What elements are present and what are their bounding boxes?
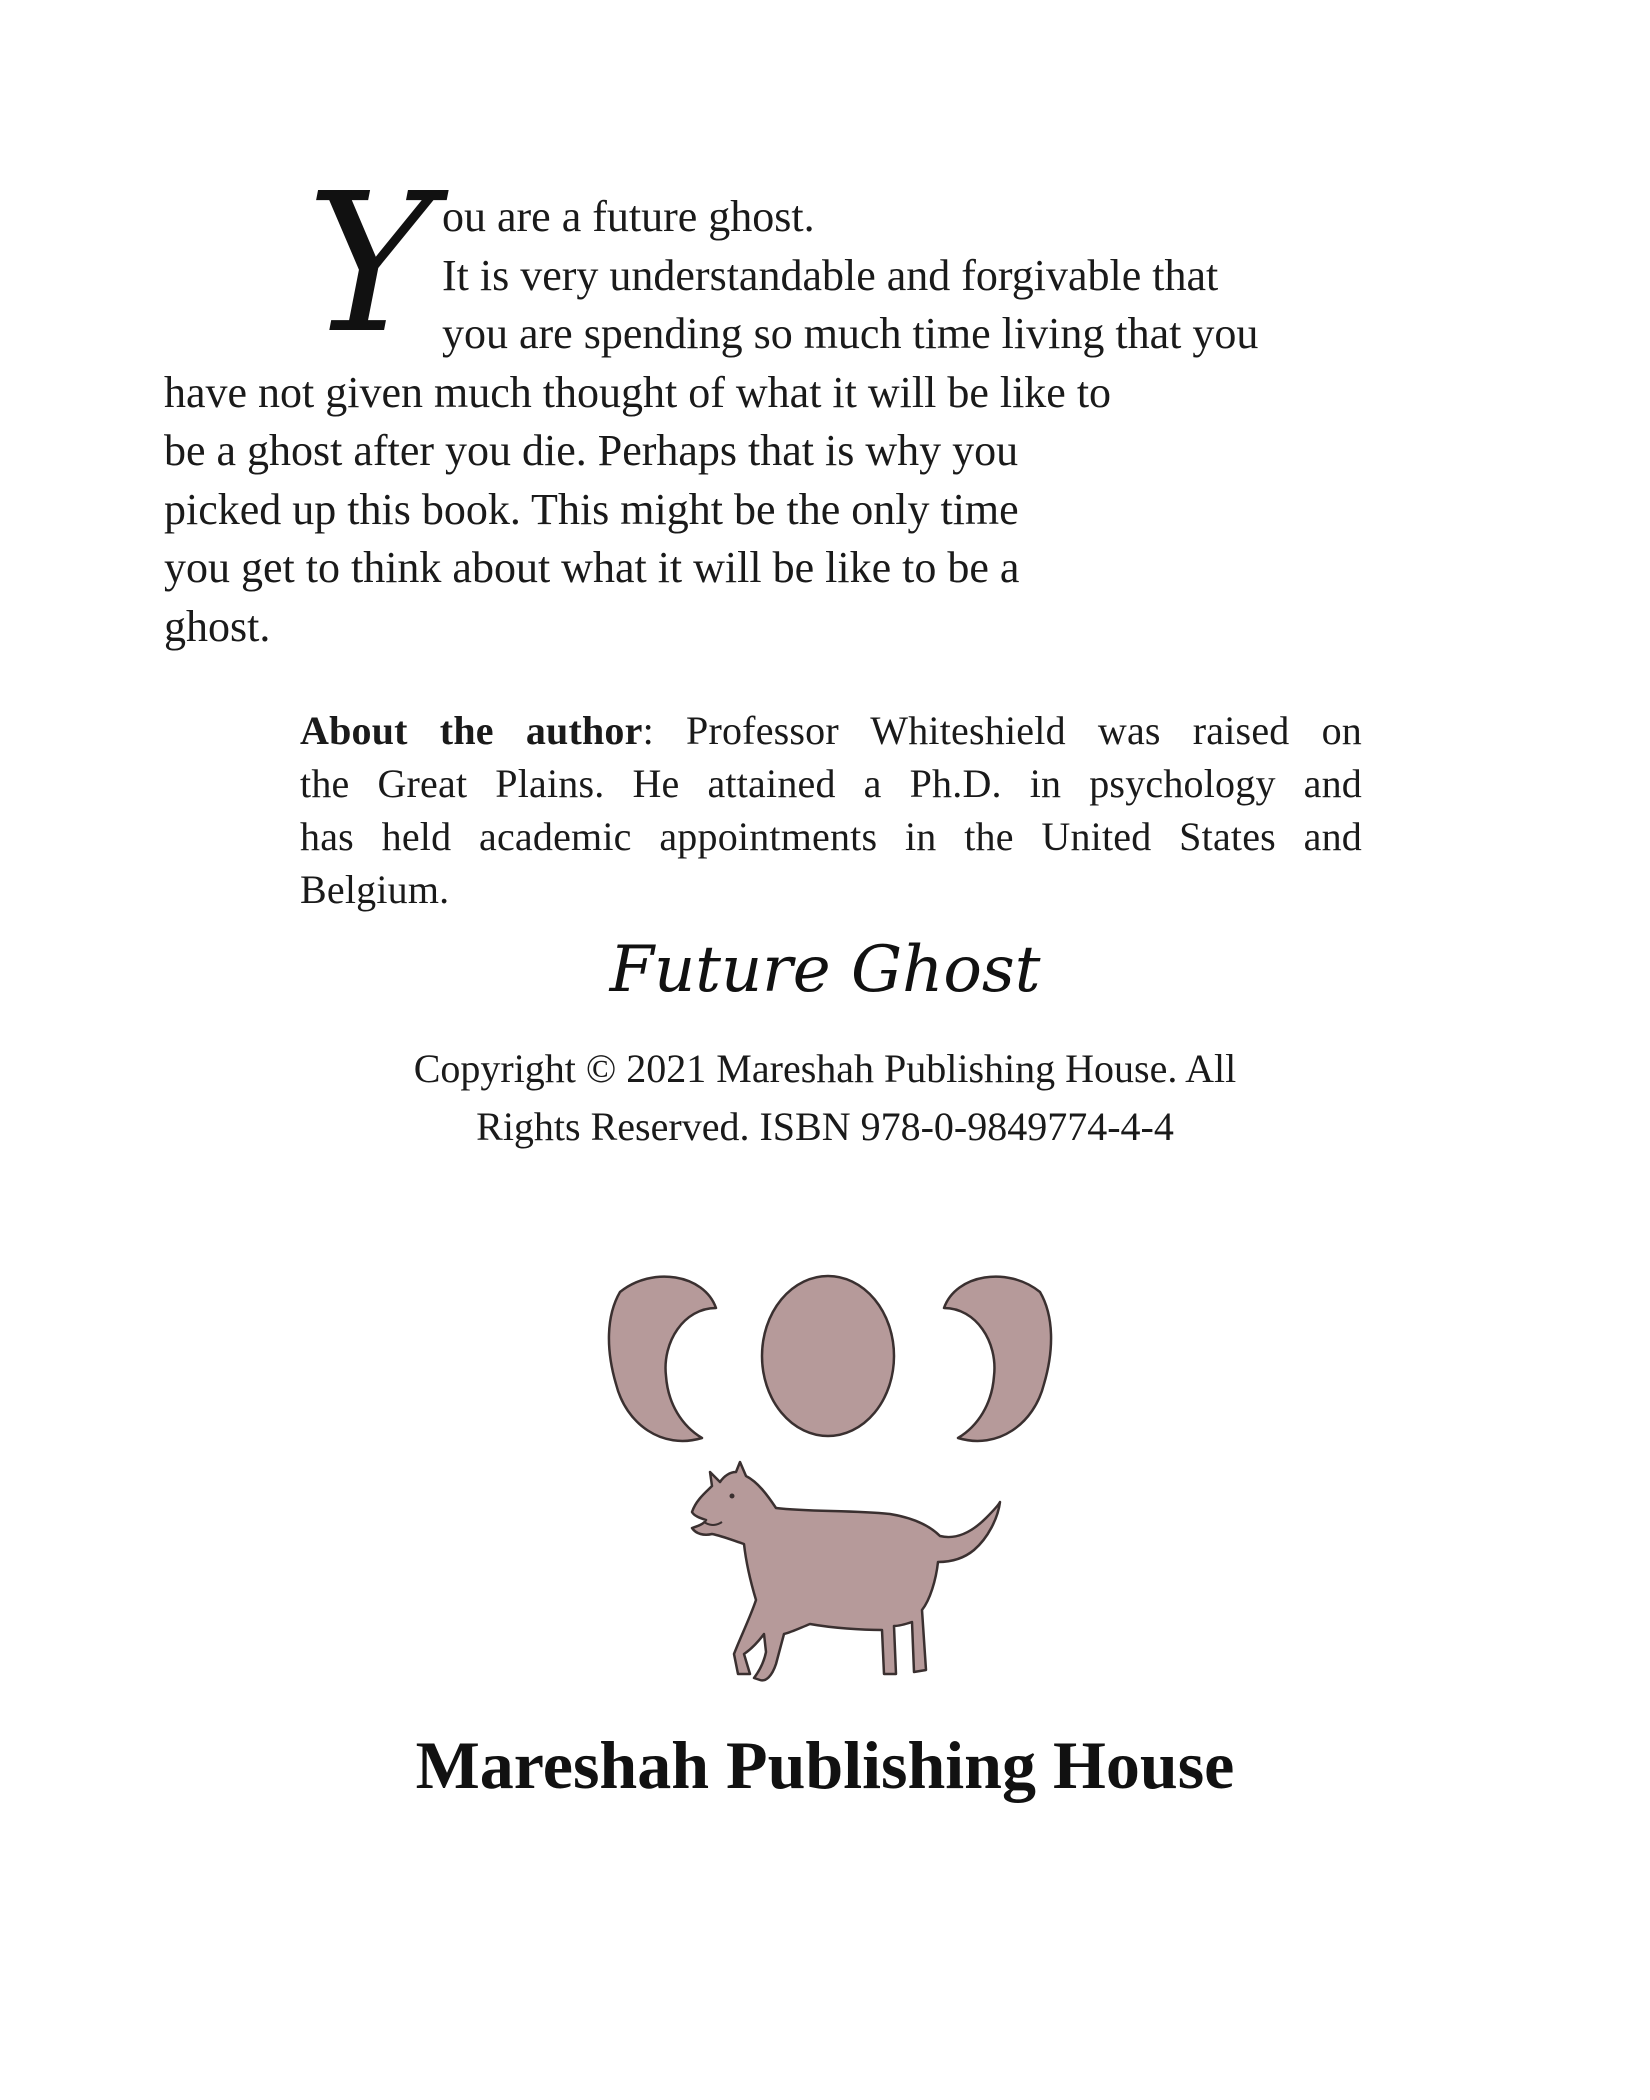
intro-line: be a ghost after you die. Perhaps that is why you — [164, 426, 1019, 475]
drop-cap: Y — [306, 153, 434, 376]
about-label: About the author — [300, 708, 643, 753]
intro-line: you are spending so much time living that you — [442, 309, 1259, 358]
intro-line: ghost. — [164, 601, 271, 651]
publisher-logo — [600, 1250, 1060, 1710]
book-title: Future Ghost — [609, 933, 1041, 1007]
about-line — [300, 704, 1362, 757]
intro-line: It is very understandable and forgivable that — [442, 250, 1219, 300]
intro-line: picked up this book. This might be the only time — [164, 484, 1019, 534]
waxing-crescent-moon-icon — [609, 1277, 716, 1441]
publisher-name: Mareshah Publishing House — [415, 1727, 1235, 1803]
intro-line: you get to think about what it will be like to be a — [164, 543, 1020, 592]
full-moon-icon — [762, 1276, 894, 1436]
intro-line: have not given much thought of what it will be like to — [164, 367, 1112, 417]
about-line: Belgium. — [300, 867, 450, 912]
about-author — [300, 704, 1362, 916]
wolf-icon — [692, 1462, 1000, 1680]
copyright-line: Copyright © 2021 Mareshah Publishing House. All — [413, 1046, 1237, 1091]
intro-text — [164, 153, 1370, 656]
intro-paragraph — [164, 153, 1370, 656]
copyright-notice — [0, 1040, 1650, 1156]
about-line: has held academic appointments in the United States and — [300, 814, 1362, 859]
about-text: : Professor Whiteshield was raised on — [642, 708, 1362, 753]
intro-line: ou are a future ghost. — [442, 192, 815, 241]
waning-crescent-moon-icon — [944, 1277, 1051, 1441]
copyright-line: Rights Reserved. ISBN 978-0-9849774-4-4 — [476, 1104, 1174, 1149]
about-line: the Great Plains. He attained a Ph.D. in psychology and — [300, 761, 1362, 806]
